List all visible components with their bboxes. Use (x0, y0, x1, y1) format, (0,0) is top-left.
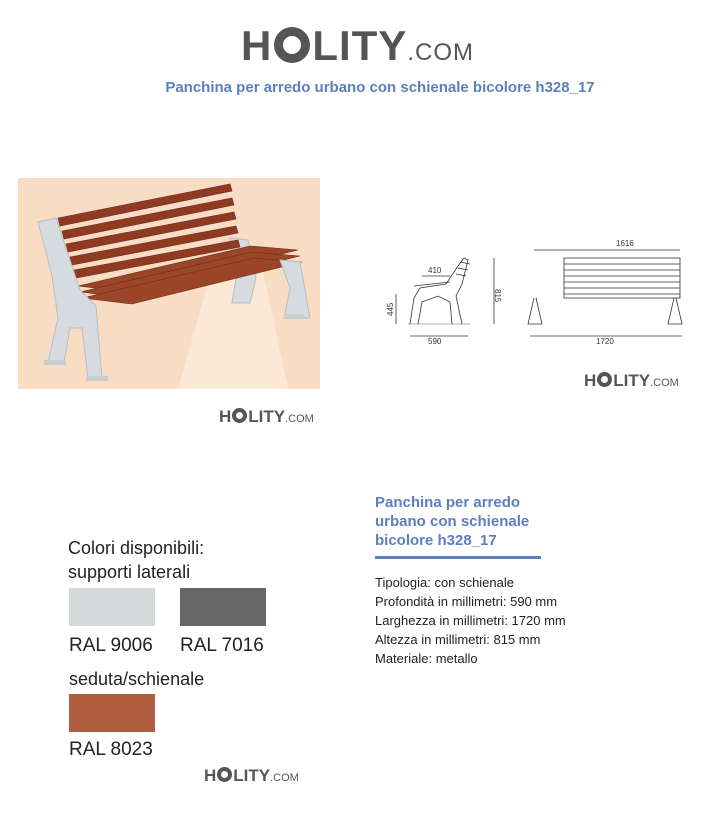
spec-list (375, 573, 575, 668)
dim-width: 1720 (596, 337, 614, 346)
spec-item: Profondità in millimetri: 590 mm (375, 594, 558, 609)
holity-logo-photo: H LITY .COM (219, 407, 314, 426)
logo-h: H (241, 22, 273, 69)
spec-item: Tipologia: con schienale (375, 575, 514, 590)
color-options (68, 536, 308, 584)
swatch-ral-8023[interactable] (69, 694, 155, 732)
product-photo (18, 178, 320, 389)
technical-drawing (378, 236, 692, 346)
holity-logo[interactable] (241, 22, 474, 70)
dim-total-height: 815 (493, 289, 502, 303)
dim-seat-height: 445 (386, 302, 395, 316)
logo-o-icon (232, 408, 247, 423)
colors-heading: Colori disponibili: (68, 538, 205, 558)
swatch-ral-7016[interactable] (180, 588, 266, 626)
dim-seat-width: 1616 (616, 239, 634, 248)
holity-logo-drawing: H LITY .COM (584, 371, 679, 390)
product-title: Panchina per arredo urbano con schienale bicolore h328_17 (375, 494, 530, 549)
holity-logo-footer: H LITY .COM (204, 766, 299, 785)
spec-item: Materiale: metallo (375, 651, 478, 666)
title-underline (375, 556, 541, 559)
product-info (375, 493, 575, 668)
supports-label: supporti laterali (68, 562, 191, 582)
logo-o-icon (217, 767, 232, 782)
ral-9006-label: RAL 9006 (69, 635, 153, 656)
bench-render-image (18, 178, 320, 389)
logo-domain: .COM (407, 39, 475, 66)
spec-item: Altezza in millimetri: 815 mm (375, 632, 541, 647)
ral-7016-label: RAL 7016 (180, 635, 264, 656)
dim-top-depth: 410 (428, 266, 442, 275)
logo-lity: LITY (312, 22, 408, 69)
spec-item: Larghezza in millimetri: 1720 mm (375, 613, 566, 628)
page-title: Panchina per arredo urbano con schienale bicolore h328_17 (165, 79, 595, 96)
logo-o-icon (597, 372, 612, 387)
dim-depth: 590 (428, 337, 442, 346)
ral-8023-label: RAL 8023 (69, 739, 153, 760)
logo-o-icon (274, 27, 310, 63)
seat-label: seduta/schienale (69, 669, 205, 689)
swatch-ral-9006[interactable] (69, 588, 155, 626)
